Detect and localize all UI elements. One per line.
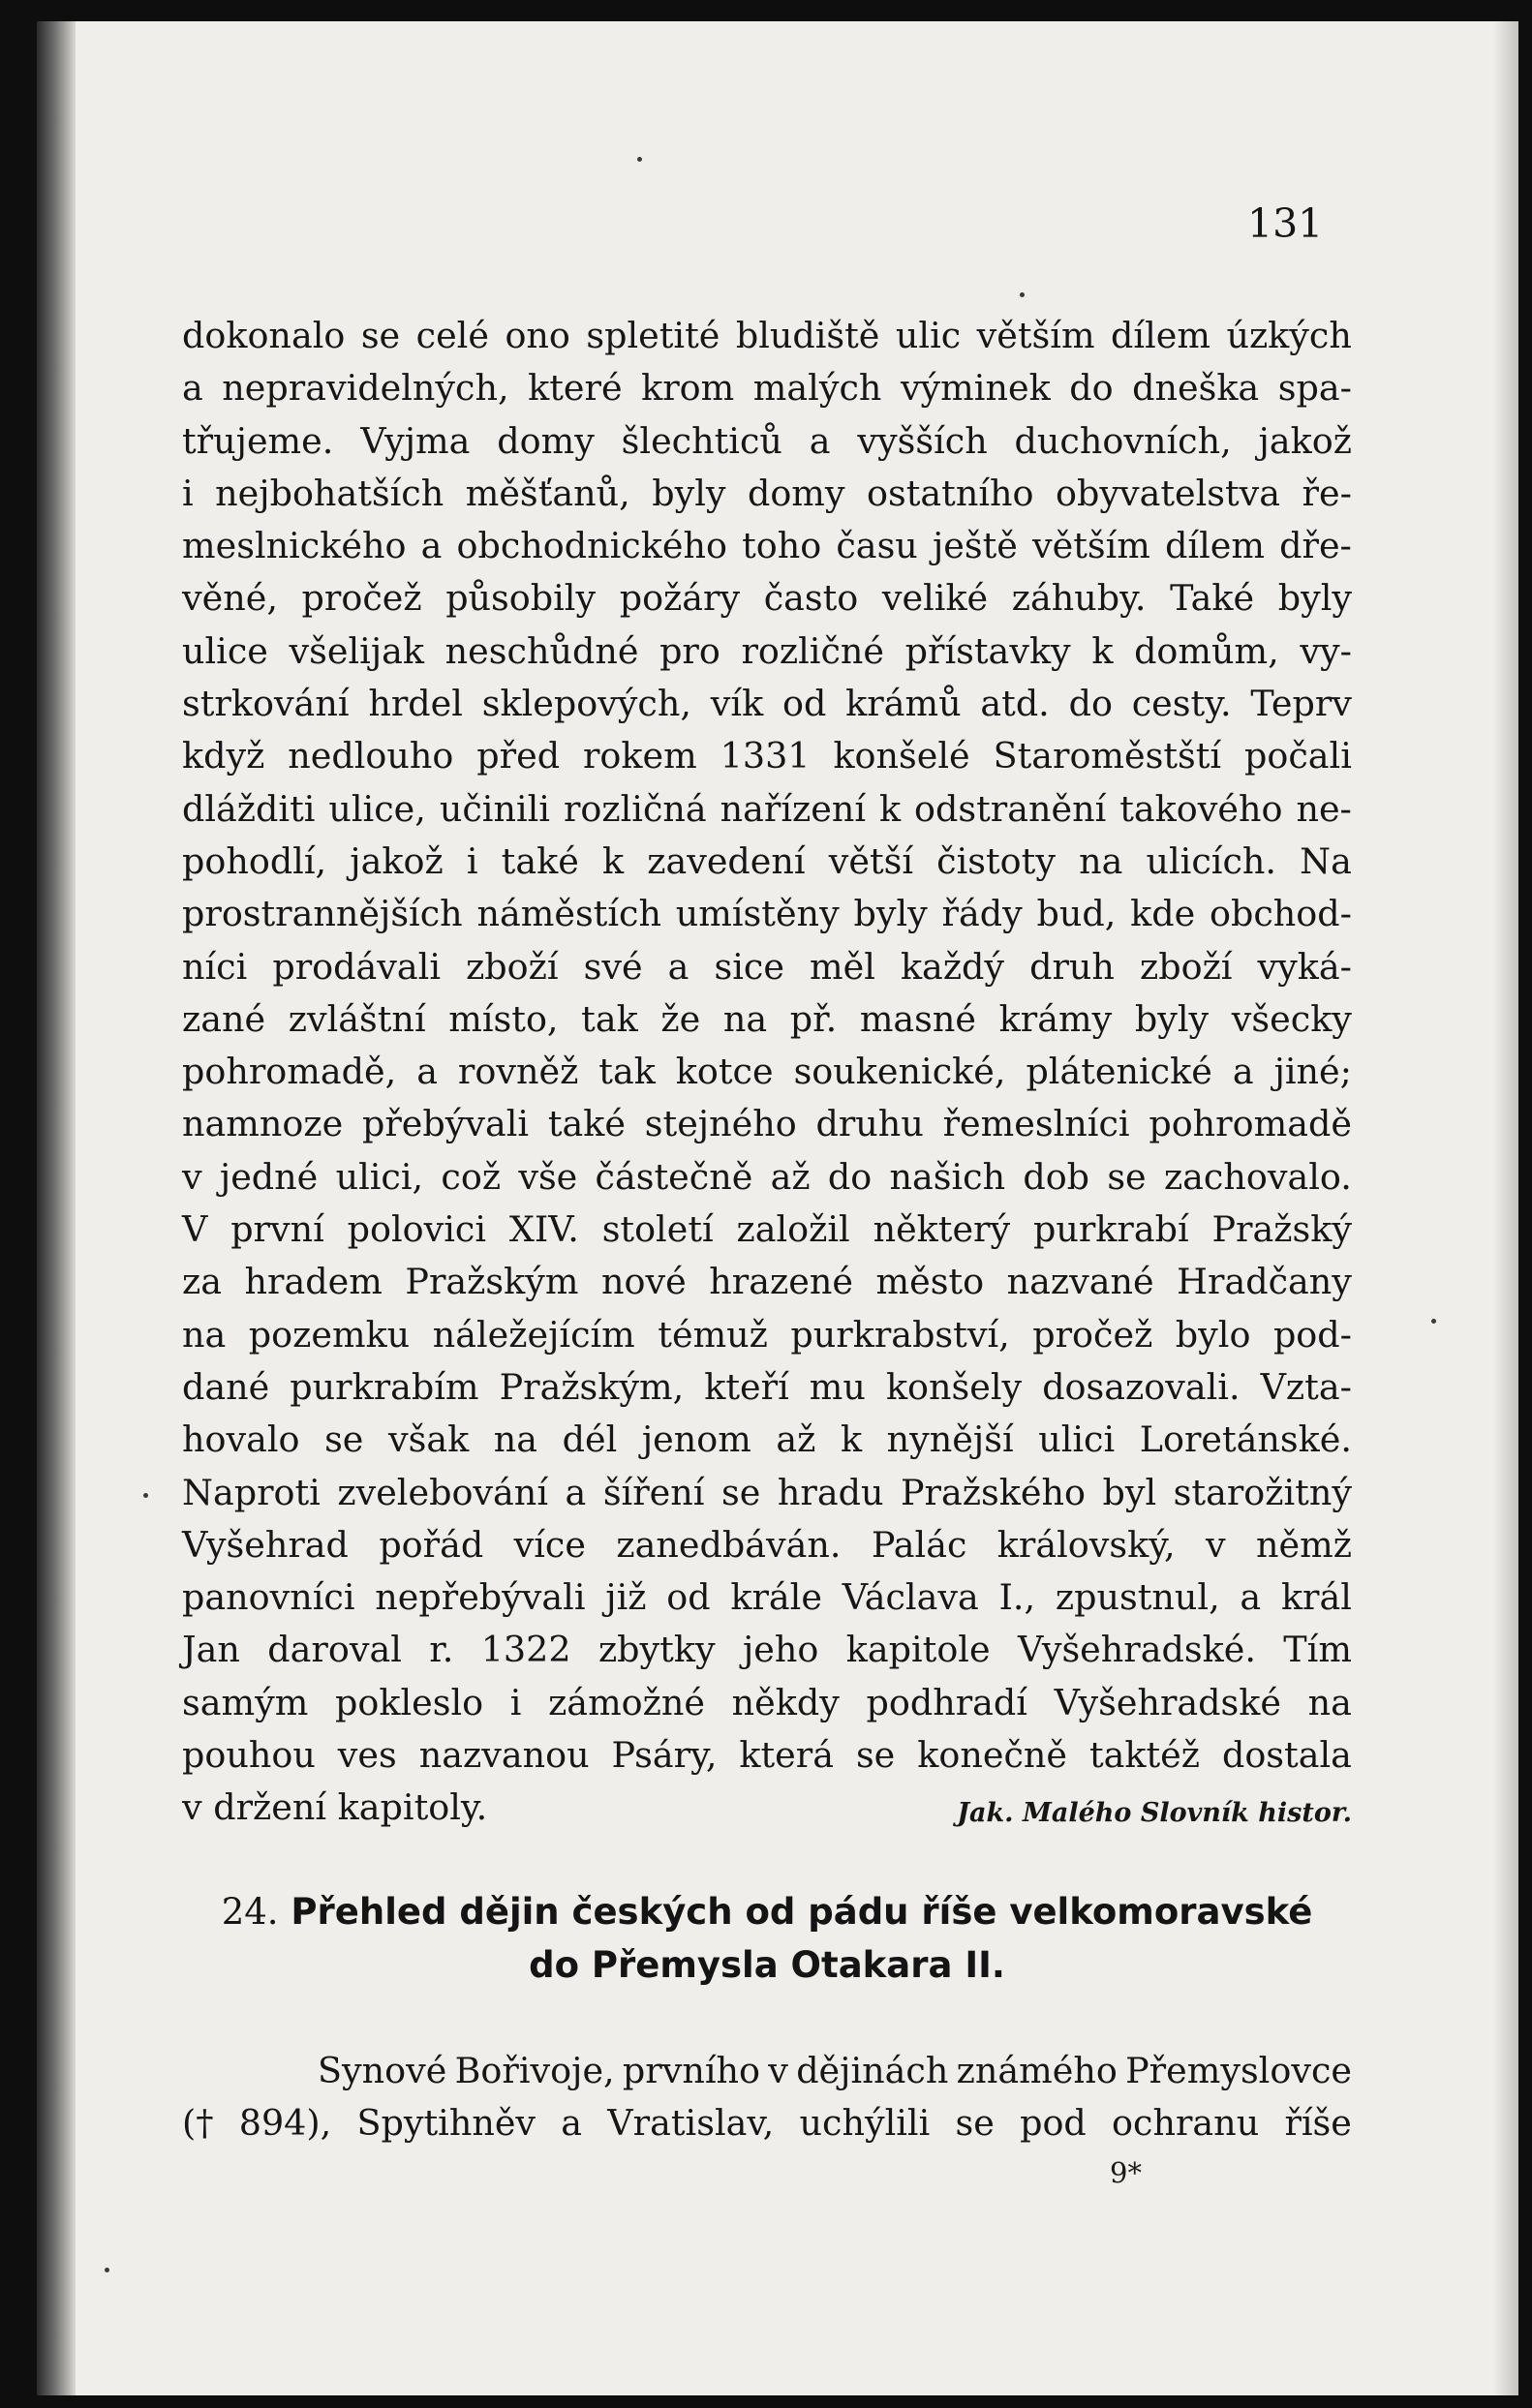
text-line: dokonalo se celé ono spletité bludiště ulic větším dílem úzkých [182, 315, 1352, 356]
text-line: v jedné ulici, což vše částečně až do našich dob se zachovalo. [182, 1155, 1352, 1198]
text-line: pouhou ves nazvanou Psáry, která se konečně taktéž dostala [182, 1734, 1352, 1777]
text-line: samým pokleslo i zámožné někdy podhradí Vyšehradské na [182, 1681, 1352, 1723]
paper-speck [637, 157, 642, 162]
text-line: pohodlí, jakož i také k zavedení větší čistoty na ulicích. Na [182, 839, 1352, 882]
text-line: třujeme. Vyjma domy šlechticů a vyšších duchovních, jakož [182, 419, 1352, 462]
text-line: a nepravidelných, které krom malých výminek do dneška spa- [182, 367, 1352, 410]
paper-speck [105, 2268, 109, 2272]
signature-mark: 9* [1110, 2156, 1142, 2189]
source-citation: Jak. Malého Slovník histor. [957, 1798, 1352, 1829]
section-heading [182, 1885, 1352, 1992]
text-line: panovníci nepřebývali již od krále Václava I., zpustnul, a král [182, 1576, 1352, 1619]
second-paragraph [182, 2045, 1352, 2150]
text-line: Jan daroval r. 1322 zbytky jeho kapitole Vyšehradské. Tím [182, 1629, 1352, 1671]
text-line: prostrannějších náměstích umístěny byly řády bud, kde obchod- [182, 893, 1352, 935]
text-line: († 894), Spytihněv a Vratislav, uchýlili se pod ochranu říše [182, 2102, 1352, 2145]
book-page [37, 21, 1518, 2395]
text-line: V první polovici XIV. století založil některý purkrabí Pražský [182, 1208, 1352, 1251]
page-edge-shadow [1493, 21, 1518, 2395]
text-line: Vyšehrad pořád více zanedbáván. Palác královský, v němž [182, 1523, 1352, 1566]
text-line: strkování hrdel sklepových, vík od krámů atd. do cesty. Teprv [182, 683, 1352, 725]
text-line: ulice všelijak neschůdné pro rozličné přístavky k domům, vy- [182, 629, 1352, 672]
paper-speck [1431, 1319, 1436, 1324]
text-line: na pozemku náležejícím témuž purkrabství, pročež bylo pod- [182, 1313, 1352, 1356]
text-line: když nedlouho před rokem 1331 konšelé Staroměstští počali [182, 735, 1352, 777]
text-line: meslnického a obchodnického toho času ještě větším dílem dře- [182, 525, 1352, 567]
heading-title-part-1: Přehled dějin českých od pádu říše velkomoravské [291, 1891, 1313, 1933]
text-line: zané zvláštní místo, tak že na př. masné krámy byly všecky [182, 997, 1352, 1040]
text-line: hovalo se však na dél jenom až k nynější ulici Loretánské. [182, 1418, 1352, 1461]
text-line: namnoze přebývali také stejného druhu řemeslníci pohromadě [182, 1103, 1352, 1145]
text-line: věné, pročež působily požáry často veliké záhuby. Také byly [182, 577, 1352, 620]
binding-gutter [37, 21, 76, 2395]
text-line: níci prodávali zboží své a sice měl každý druh zboží vyká- [182, 945, 1352, 988]
page-number: 131 [1247, 200, 1324, 247]
heading-number: 24. [221, 1891, 279, 1933]
text-line: za hradem Pražským nové hrazené město nazvané Hradčany [182, 1261, 1352, 1303]
text-line: Synové Bořivoje, prvního v dějinách známého Přemyslovce [318, 2050, 1352, 2091]
text-line: dlážditi ulice, učinili rozličná nařízení k odstranění takového ne- [182, 787, 1352, 830]
heading-line-1 [182, 1885, 1352, 1938]
text-line: Naproti zvelebování a šíření se hradu Pražského byl starožitný [182, 1471, 1352, 1513]
text-line: i nejbohatších měšťanů, byly domy ostatního obyvatelstva ře- [182, 472, 1352, 514]
text-line: pohromadě, a rovněž tak kotce soukenické, plátenické a jiné; [182, 1051, 1352, 1093]
text-line: dané purkrabím Pražským, kteří mu konšely dosazovali. Vzta- [182, 1365, 1352, 1408]
text-line-last [182, 1782, 1352, 1834]
heading-line-2: do Přemysla Otakara II. [529, 1944, 1005, 1986]
paper-speck [143, 1493, 148, 1498]
last-line-text: v držení kapitoly. [182, 1786, 488, 1829]
main-paragraph [182, 310, 1352, 1835]
paper-speck [1020, 292, 1025, 297]
